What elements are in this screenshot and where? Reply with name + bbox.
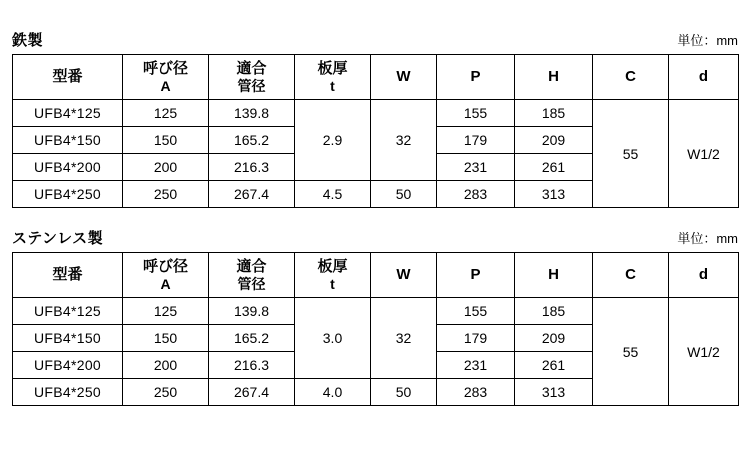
stainless-caption-row [12,228,738,248]
cell-nominal: 125 [123,100,209,127]
table-row [13,100,739,127]
cell-pipe: 165.2 [209,127,295,154]
header-thickness-text: 板厚 [317,258,348,276]
cell-thickness: 4.5 [295,181,371,208]
cell-model: UFB4*150 [13,325,123,352]
table-header-row [13,55,739,100]
cell-w: 32 [371,298,437,379]
header-h-text: H [548,266,559,284]
cell-nominal: 200 [123,154,209,181]
header-thickness [295,55,371,100]
header-w [371,55,437,100]
header-pipe-sub: 管径 [237,275,266,292]
header-d [669,55,739,100]
cell-c: 55 [593,100,669,208]
cell-model: UFB4*250 [13,379,123,406]
cell-nominal: 150 [123,127,209,154]
stainless-spec-section [12,228,738,406]
header-model-text: 型番 [52,266,83,284]
cell-pipe: 139.8 [209,100,295,127]
cell-model: UFB4*125 [13,298,123,325]
cell-w: 32 [371,100,437,181]
cell-thickness: 3.0 [295,298,371,379]
cell-model: UFB4*150 [13,127,123,154]
cell-p: 155 [437,298,515,325]
cell-p: 231 [437,352,515,379]
cell-model: UFB4*200 [13,352,123,379]
cell-c: 55 [593,298,669,406]
cell-p: 283 [437,181,515,208]
header-thickness-sub: t [330,77,335,94]
cell-d: W1/2 [669,298,739,406]
cell-pipe: 267.4 [209,379,295,406]
cell-p: 179 [437,127,515,154]
cell-p: 179 [437,325,515,352]
header-h [515,55,593,100]
cell-p: 283 [437,379,515,406]
steel-spec-section [12,30,738,208]
header-nominal-sub: A [160,275,171,292]
cell-h: 313 [515,181,593,208]
header-thickness-text: 板厚 [317,60,348,78]
cell-h: 313 [515,379,593,406]
header-c-text: C [625,68,636,86]
header-h [515,253,593,298]
cell-nominal: 250 [123,379,209,406]
header-c-text: C [625,266,636,284]
cell-model: UFB4*200 [13,154,123,181]
cell-p: 231 [437,154,515,181]
steel-section-title: 鉄製 [12,32,44,49]
header-model [13,253,123,298]
stainless-section-title: ステンレス製 [12,230,104,247]
cell-h: 209 [515,127,593,154]
header-nominal-sub: A [160,77,171,94]
steel-caption-row [12,30,738,50]
header-pipe [209,55,295,100]
header-thickness-sub: t [330,275,335,292]
cell-nominal: 250 [123,181,209,208]
header-pipe-sub: 管径 [237,77,266,94]
cell-p: 155 [437,100,515,127]
cell-pipe: 139.8 [209,298,295,325]
cell-h: 261 [515,352,593,379]
cell-h: 185 [515,100,593,127]
cell-thickness: 4.0 [295,379,371,406]
header-thickness [295,253,371,298]
cell-pipe: 267.4 [209,181,295,208]
header-w-text: W [396,266,411,284]
header-d-text: d [698,266,709,284]
cell-thickness: 2.9 [295,100,371,181]
header-w-text: W [396,68,411,86]
stainless-spec-table [12,252,739,406]
header-model [13,55,123,100]
cell-h: 209 [515,325,593,352]
steel-spec-table [12,54,739,208]
header-pipe-text: 適合 [236,258,267,276]
header-p-text: P [470,266,481,284]
cell-h: 261 [515,154,593,181]
header-nominal-text: 呼び径 [142,60,188,78]
header-c [593,253,669,298]
stainless-unit-label: 単位：mm [677,231,738,246]
cell-pipe: 216.3 [209,154,295,181]
header-nominal [123,253,209,298]
table-header-row [13,253,739,298]
cell-h: 185 [515,298,593,325]
cell-nominal: 125 [123,298,209,325]
cell-pipe: 165.2 [209,325,295,352]
header-pipe-text: 適合 [236,60,267,78]
header-p [437,253,515,298]
header-model-text: 型番 [52,68,83,86]
header-d [669,253,739,298]
cell-model: UFB4*250 [13,181,123,208]
header-nominal [123,55,209,100]
table-row [13,298,739,325]
header-nominal-text: 呼び径 [142,258,188,276]
header-p [437,55,515,100]
steel-unit-label: 単位：mm [677,33,738,48]
header-pipe [209,253,295,298]
header-c [593,55,669,100]
header-h-text: H [548,68,559,86]
header-d-text: d [698,68,709,86]
header-p-text: P [470,68,481,86]
cell-d: W1/2 [669,100,739,208]
cell-pipe: 216.3 [209,352,295,379]
header-w [371,253,437,298]
cell-w: 50 [371,379,437,406]
cell-w: 50 [371,181,437,208]
cell-nominal: 200 [123,352,209,379]
cell-model: UFB4*125 [13,100,123,127]
cell-nominal: 150 [123,325,209,352]
